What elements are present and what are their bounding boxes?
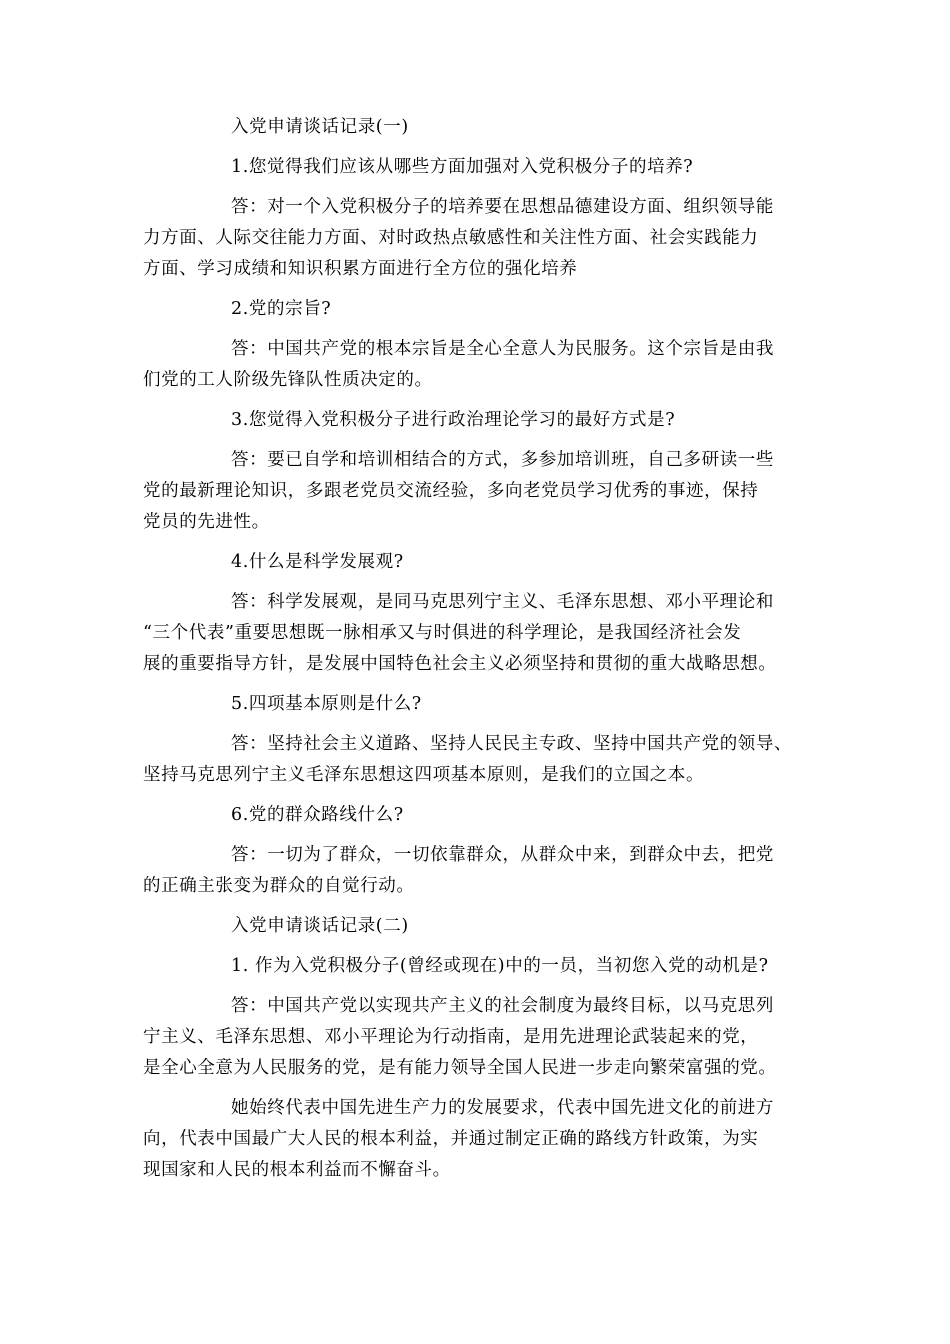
paragraph-line: 入党申请谈话记录(一) [231,117,409,137]
document-paragraph [143,1093,815,1186]
paragraph-line: 5.四项基本原则是什么? [231,694,422,714]
paragraph-line: 向，代表中国最广大人民的根本利益，并通过制定正确的路线方针政策，为实 [143,1129,759,1149]
paragraph-line: 答：要已自学和培训相结合的方式，多参加培训班，自己多研读一些 [231,450,774,470]
paragraph-line: 党员的先进性。 [143,512,270,532]
paragraph-line: 1. 作为入党积极分子(曾经或现在)中的一员，当初您入党的动机是? [231,956,769,976]
document-paragraph [143,547,815,578]
paragraph-line: 2.党的宗旨? [231,299,332,319]
document-body [143,112,815,1195]
document-paragraph [143,951,815,982]
paragraph-line: 答：坚持社会主义道路、坚持人民民主专政、坚持中国共产党的领导、 [231,734,793,754]
paragraph-line: 方面、学习成绩和知识积累方面进行全方位的强化培养 [143,259,578,279]
document-paragraph [143,405,815,436]
paragraph-line: 答：中国共产党以实现共产主义的社会制度为最终目标，以马克思列 [231,996,774,1016]
document-paragraph [143,445,815,538]
paragraph-line: 展的重要指导方针，是发展中国特色社会主义必须坚持和贯彻的重大战略思想。 [143,654,777,674]
document-paragraph [143,991,815,1084]
paragraph-line: 答：中国共产党的根本宗旨是全心全意人为民服务。这个宗旨是由我 [231,339,774,359]
paragraph-line: 答：一切为了群众，一切依靠群众，从群众中来，到群众中去，把党 [231,845,774,865]
document-paragraph [143,294,815,325]
document-paragraph [143,689,815,720]
document-paragraph [143,840,815,902]
paragraph-line: 的正确主张变为群众的自觉行动。 [143,876,415,896]
paragraph-line: 答：对一个入党积极分子的培养要在思想品德建设方面、组织领导能 [231,197,774,217]
paragraph-line: 是全心全意为人民服务的党，是有能力领导全国人民进一步走向繁荣富强的党。 [143,1058,777,1078]
paragraph-line: 力方面、人际交往能力方面、对时政热点敏感性和关注性方面、社会实践能力 [143,228,759,248]
document-paragraph [143,152,815,183]
paragraph-line: 1.您觉得我们应该从哪些方面加强对入党积极分子的培养? [231,157,694,177]
document-paragraph [143,729,815,791]
paragraph-line: 她始终代表中国先进生产力的发展要求，代表中国先进文化的前进方 [231,1098,774,1118]
paragraph-line: 宁主义、毛泽东思想、邓小平理论为行动指南，是用先进理论武装起来的党， [143,1027,759,1047]
paragraph-line: 答：科学发展观，是同马克思列宁主义、毛泽东思想、邓小平理论和 [231,592,774,612]
paragraph-line: 入党申请谈话记录(二) [231,916,409,936]
document-paragraph [143,112,815,143]
paragraph-line: 们党的工人阶级先锋队性质决定的。 [143,370,433,390]
paragraph-line: 党的最新理论知识，多跟老党员交流经验，多向老党员学习优秀的事迹，保持 [143,481,759,501]
paragraph-line: 现国家和人民的根本利益而不懈奋斗。 [143,1160,451,1180]
paragraph-line: “三个代表”重要思想既一脉相承又与时俱进的科学理论，是我国经济社会发 [143,623,742,643]
document-paragraph [143,800,815,831]
paragraph-line: 3.您觉得入党积极分子进行政治理论学习的最好方式是? [231,410,676,430]
paragraph-line: 坚持马克思列宁主义毛泽东思想这四项基本原则，是我们的立国之本。 [143,765,705,785]
paragraph-line: 4.什么是科学发展观? [231,552,404,572]
document-paragraph [143,911,815,942]
paragraph-line: 6.党的群众路线什么? [231,805,404,825]
document-paragraph [143,192,815,285]
document-paragraph [143,334,815,396]
document-paragraph [143,587,815,680]
